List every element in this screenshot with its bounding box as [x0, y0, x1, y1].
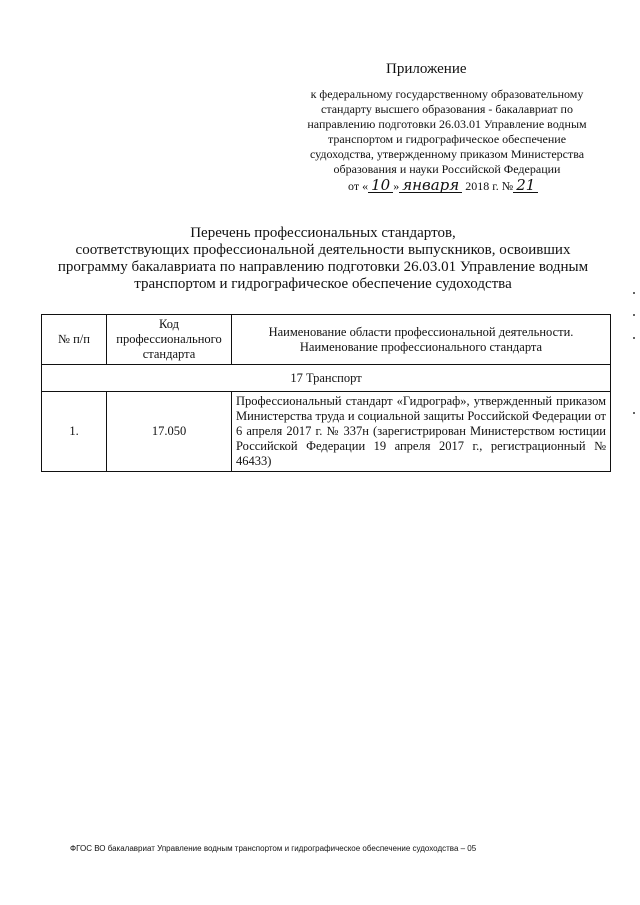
header-name — [232, 315, 611, 365]
appendix-line: направлению подготовки 26.03.01 Управление водным — [307, 117, 587, 131]
header-num: № п/п — [42, 315, 107, 365]
order-day-handwritten: 10 — [368, 178, 393, 193]
scan-speck — [633, 412, 635, 414]
standards-table — [41, 314, 611, 472]
appendix-line: транспортом и гидрографическое обеспечение — [327, 132, 567, 146]
appendix-line: судоходства, утвержденному приказом Министерства — [309, 147, 585, 161]
appendix-line: образования и науки Российской Федерации — [333, 162, 561, 176]
header-name-line: Наименование профессионального стандарта — [299, 339, 543, 354]
list-title-line: Перечень профессиональных стандартов, — [190, 225, 456, 241]
appendix-line: к федеральному государственному образовательному — [310, 87, 584, 101]
order-mid: » — [393, 179, 400, 193]
page-footer: ФГОС ВО бакалавриат Управление водным транспортом и гидрографическое обеспечение судоходства – 05 — [70, 844, 477, 853]
order-number-handwritten: 21 — [513, 178, 538, 193]
table-header-row — [42, 315, 611, 365]
header-code: Код профессионального стандарта — [107, 315, 232, 365]
header-name-line: Наименование области профессиональной деятельности. — [268, 324, 574, 339]
order-reference — [348, 178, 538, 194]
row-description: Профессиональный стандарт «Гидрограф», утвержденный приказом Министерства труда и социальной защиты Российской Федерации от 6 апреля 2017 г. № 337н (зарегистрирован Министерством юстиции Российской Федерации 19 апреля 2017 г., регистрационный № 46433) — [232, 392, 611, 472]
list-title-line: соответствующих профессиональной деятельности выпускников, освоивших — [75, 242, 571, 258]
scan-speck — [633, 292, 635, 294]
row-num: 1. — [42, 392, 107, 472]
appendix-line: стандарту высшего образования - бакалавриат по — [321, 102, 573, 116]
group-label: 17 Транспорт — [42, 365, 611, 392]
list-title — [40, 225, 606, 293]
order-year: 2018 г. № — [465, 179, 514, 193]
row-code: 17.050 — [107, 392, 232, 472]
table-row — [42, 392, 611, 472]
appendix-text — [288, 87, 606, 177]
order-prefix: от « — [348, 179, 369, 193]
order-month-handwritten: января — [399, 178, 462, 193]
appendix-title: Приложение — [386, 61, 467, 77]
scan-speck — [633, 337, 635, 339]
scan-speck — [633, 314, 635, 316]
list-title-line: транспортом и гидрографическое обеспечение судоходства — [134, 276, 512, 292]
list-title-line: программу бакалавриата по направлению подготовки 26.03.01 Управление водным — [57, 259, 589, 275]
table-group-row — [42, 365, 611, 392]
